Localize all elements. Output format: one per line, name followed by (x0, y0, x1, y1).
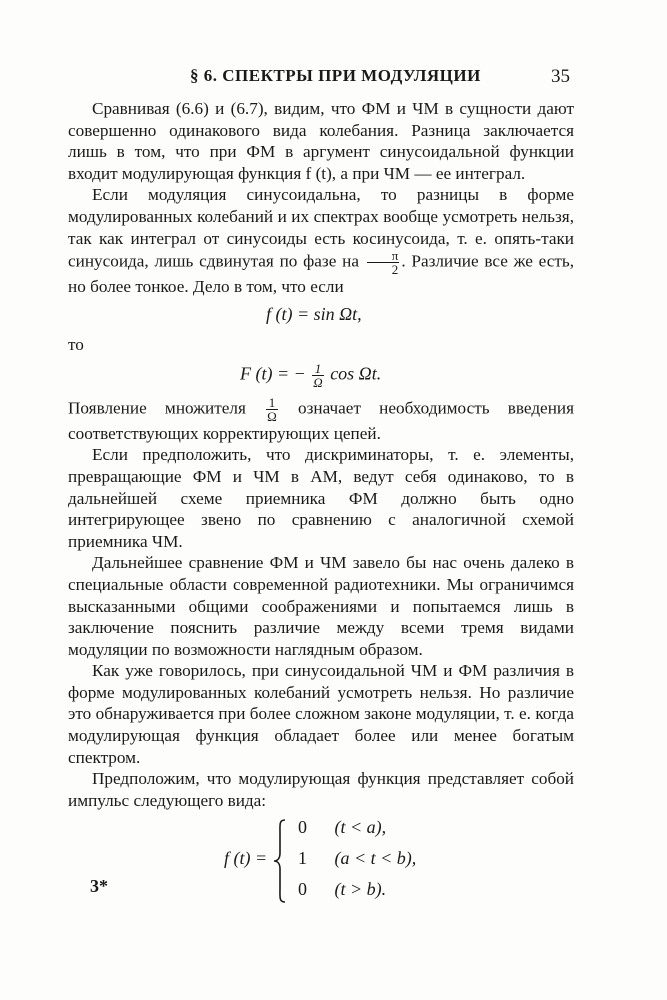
paragraph-6: Как уже говорилось, при синусоидальной ЧМ и ФМ различия в форме модулированных колебаний усмотреть нельзя. Но различие это обнаруживается при более сложном законе модуляции, т. е. когда модулирующая функция обладает более или менее богатым спектром. (68, 661, 574, 767)
fraction-denominator: Ω (313, 374, 323, 390)
equation-1-text: f (t) = sin Ωt, (266, 303, 362, 324)
page-body (68, 98, 574, 907)
left-brace-icon (273, 819, 287, 903)
paragraph-1: Сравнивая (6.6) и (6.7), видим, что ФМ и ЧМ в сущности дают совершенно одинакового вида колебания. Разница заключается лишь в том, что при ФМ в аргумент синусоидальной функции входит модулирующая функция f (t), а при ЧМ — ее интеграл. (68, 99, 574, 183)
signature-mark: 3* (90, 876, 108, 896)
paragraph-2-text-after: . Различие все же есть, но более тонкое. Дело в том, что если (68, 251, 575, 297)
paragraph-7: Предположим, что модулирующая функция представляет собой импульс следующего вида: (68, 769, 574, 810)
piecewise-row (298, 817, 386, 839)
fraction-one-over-omega (312, 362, 323, 389)
page-header (0, 66, 667, 90)
paragraph-3-text-before: Появление множителя (68, 398, 246, 418)
page-number: 35 (551, 66, 570, 87)
equation-2 (68, 356, 574, 396)
piecewise-row (298, 848, 416, 870)
piecewise-condition: (a < t < b), (334, 848, 417, 869)
piecewise-value: 0 (298, 817, 307, 838)
piecewise-condition: (t > b). (334, 879, 387, 900)
paragraph-4: Если предположить, что дискриминаторы, т. е. элементы, превращающие ФМ и ЧМ в АМ, ведут себя одинаково, то в дальнейшей схеме приемника ФМ должно быть одно интегрирующее звено по сравнению с аналогичной схемой приемника ЧМ. (68, 445, 574, 551)
fraction-one-over-omega (266, 396, 278, 423)
paragraph-3-text-after: означает необходимость введения соответствующих корректирующих цепей. (68, 398, 574, 443)
fraction-numerator: 1 (312, 362, 323, 376)
piecewise-definition (68, 815, 574, 907)
paragraph-3 (68, 396, 574, 445)
fraction-numerator: 1 (266, 396, 278, 410)
fraction-denominator: Ω (267, 408, 277, 424)
piecewise-condition: (t < a), (334, 817, 387, 838)
word-to: то (68, 334, 84, 354)
fraction-pi-over-2 (367, 249, 400, 276)
fraction-numerator: π (367, 249, 400, 263)
paragraph-2-text-before: Если модуляция синусоидальна, то разницы в форме модулированных колебаний и их спектрах вообще усмотреть нельзя, так как интеграл от синусоиды есть косинусоида, т. е. опять-таки синусоида, лишь сдвинутая по фазе на (68, 185, 574, 271)
running-head: § 6. СПЕКТРЫ ПРИ МОДУЛЯЦИИ (190, 66, 481, 85)
piecewise-lhs: f (t) = (224, 848, 268, 869)
piecewise-value: 1 (298, 848, 307, 869)
fraction-denominator: 2 (391, 262, 399, 278)
equation-2-lhs: F (t) = − (240, 363, 306, 384)
equation-2-text (240, 362, 381, 389)
equation-1 (68, 298, 574, 334)
piecewise-row (298, 879, 386, 901)
paragraph-2 (68, 184, 574, 297)
piecewise-value: 0 (298, 879, 307, 900)
equation-2-rhs: cos Ωt. (330, 363, 382, 384)
paragraph-5: Дальнейшее сравнение ФМ и ЧМ завело бы нас очень далеко в специальные области современной радиотехники. Мы ограничимся высказанными общими соображениями и попытаемся лишь в заключение пояснить различие между всеми тремя видами модуляции по возможности наглядным образом. (68, 553, 574, 659)
